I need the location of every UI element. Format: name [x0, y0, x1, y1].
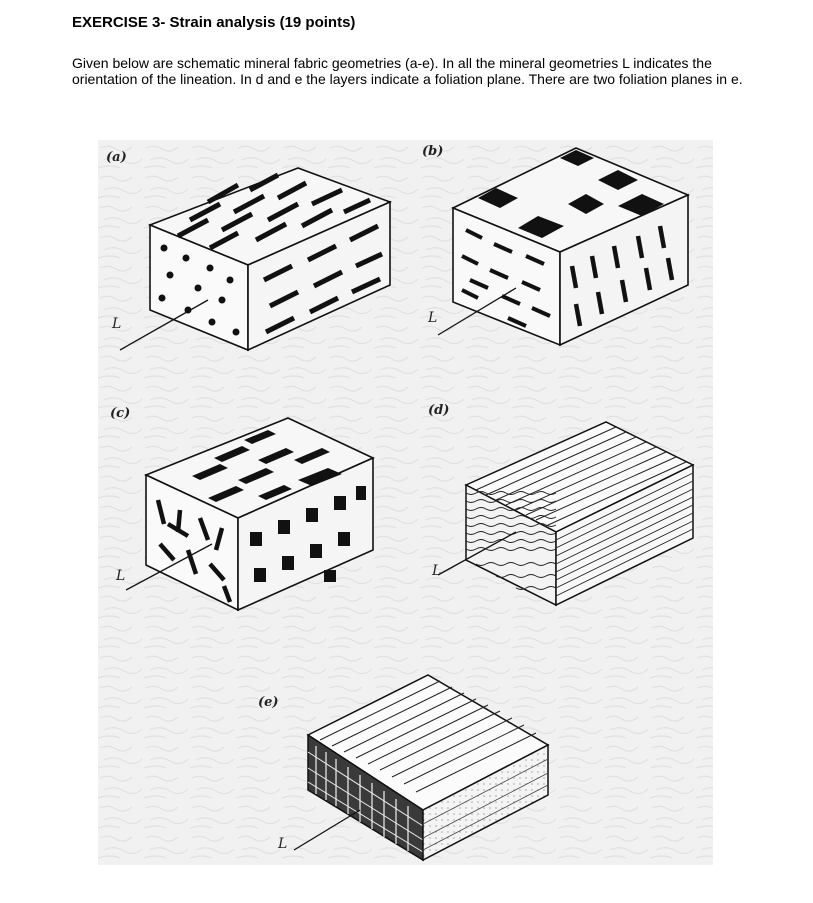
panel-b-lineation-label: L [428, 310, 438, 326]
panel-a-label: (a) [106, 150, 127, 165]
panel-d-lineation-label: L [432, 563, 442, 579]
panel-e-lineation-label: L [278, 836, 288, 852]
exercise-title: EXERCISE 3- Strain analysis (19 points) [72, 14, 356, 31]
panel-c-label: (c) [110, 406, 131, 421]
panel-a-lineation-label: L [112, 316, 122, 332]
panel-e-label: (e) [258, 695, 279, 710]
panel-c-lineation-label: L [116, 568, 126, 584]
mineral-fabric-figure [98, 140, 713, 865]
panel-b-label: (b) [422, 144, 444, 159]
panel-d-label: (d) [428, 403, 450, 418]
exercise-instructions: Given below are schematic mineral fabric geometries (a-e). In all the mineral geometries L indicates the orientation of the lineation. In d and e the layers indicate a foliation plane. There are two foliation planes in e. [72, 55, 743, 87]
